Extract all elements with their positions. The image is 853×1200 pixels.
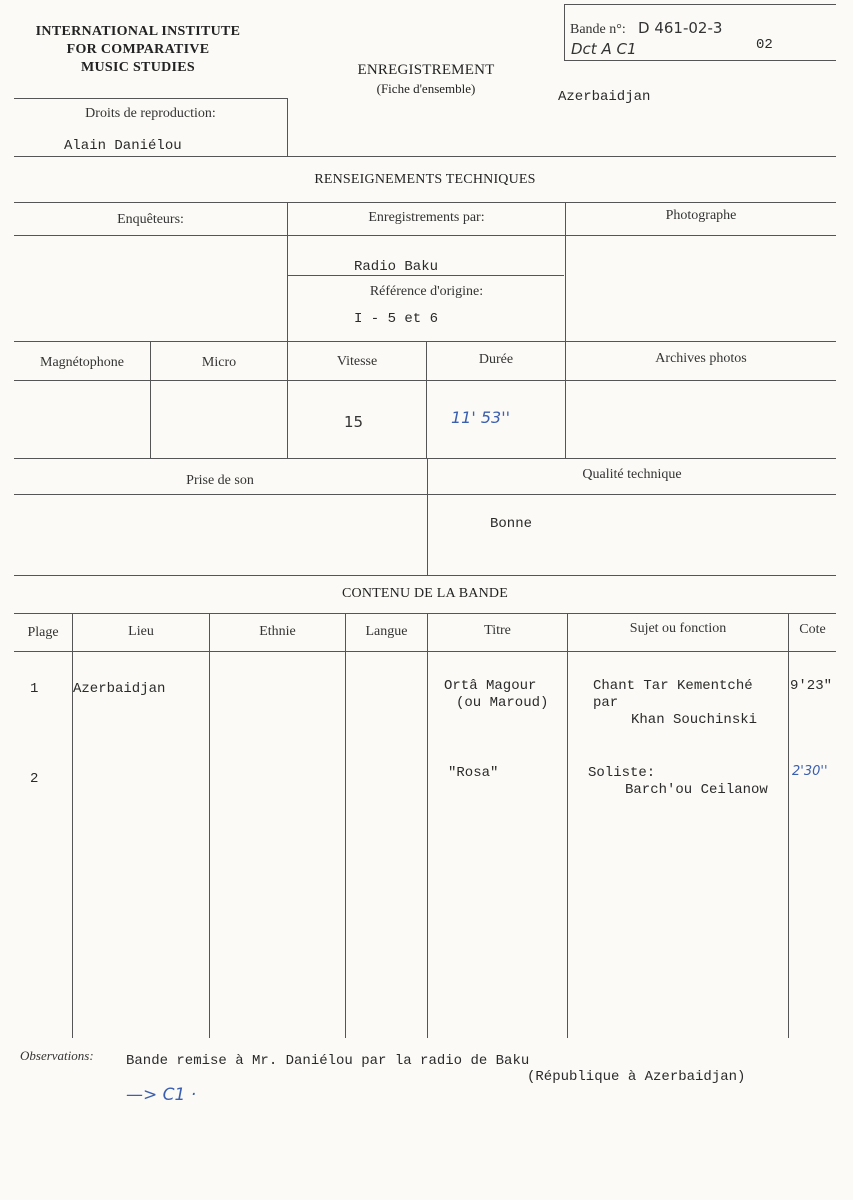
col-langue: Langue bbox=[365, 624, 408, 639]
enregistrements-value: Radio Baku bbox=[354, 259, 439, 275]
institute-line-2: FOR COMPARATIVE bbox=[66, 42, 210, 57]
bande-label: Bande n°: bbox=[570, 22, 626, 37]
rule-v-287a bbox=[287, 202, 288, 458]
row2-sujet-1: Soliste: bbox=[588, 765, 656, 781]
observations-line-2: (République à Azerbaidjan) bbox=[527, 1069, 746, 1085]
reference-label: Référence d'origine: bbox=[369, 284, 484, 299]
row1-sujet-3: Khan Souchinski bbox=[631, 712, 758, 728]
col-lieu: Lieu bbox=[128, 624, 154, 639]
observations-label: Observations: bbox=[20, 1048, 94, 1063]
rule-bande-bottom bbox=[564, 60, 836, 61]
form-subtitle: (Fiche d'ensemble) bbox=[376, 81, 476, 96]
rule-h-458 bbox=[14, 458, 836, 459]
rule-h-275 bbox=[288, 275, 564, 276]
rule-droits-right bbox=[287, 98, 288, 156]
enregistrements-label: Enregistrements par: bbox=[368, 210, 485, 225]
rule-v-567 bbox=[567, 613, 568, 1038]
vitesse-value: 15 bbox=[344, 413, 364, 431]
row2-titre-1: "Rosa" bbox=[448, 765, 499, 781]
rule-v-72 bbox=[72, 613, 73, 1038]
institute-line-1: INTERNATIONAL INSTITUTE bbox=[35, 24, 241, 39]
rule-droits-top bbox=[14, 98, 288, 99]
magnetophone-label: Magnétophone bbox=[40, 355, 124, 370]
rule-v-788 bbox=[788, 613, 789, 1038]
enqueteurs-label: Enquêteurs: bbox=[117, 212, 184, 227]
observations-handwritten: —> C1 · bbox=[126, 1085, 197, 1105]
duree-value: 11' 53'' bbox=[451, 408, 510, 427]
col-cote: Cote bbox=[799, 622, 826, 637]
qualite-label: Qualité technique bbox=[582, 467, 682, 482]
rule-h-651 bbox=[14, 651, 836, 652]
col-plage: Plage bbox=[27, 625, 59, 640]
rights-value: Alain Daniélou bbox=[64, 138, 182, 154]
row2-plage: 2 bbox=[30, 771, 39, 787]
col-ethnie: Ethnie bbox=[259, 624, 296, 639]
rule-v-565a bbox=[565, 202, 566, 458]
country-value: Azerbaidjan bbox=[558, 89, 651, 105]
rule-v-427c bbox=[427, 613, 428, 1038]
rights-label: Droits de reproduction: bbox=[85, 106, 216, 121]
row1-plage: 1 bbox=[30, 681, 39, 697]
bande-value: D 461-02-3 bbox=[638, 19, 723, 37]
rule-h-613 bbox=[14, 613, 836, 614]
row2-cote: 2'30'' bbox=[792, 764, 828, 779]
rule-h-156 bbox=[14, 156, 836, 157]
col-sujet: Sujet ou fonction bbox=[629, 621, 727, 636]
rule-bande-left bbox=[564, 4, 565, 60]
row1-titre-2: (ou Maroud) bbox=[456, 695, 549, 711]
bande-suffix: 02 bbox=[756, 37, 773, 53]
row1-cote: 9'23" bbox=[790, 678, 833, 694]
photographe-label: Photographe bbox=[665, 208, 737, 223]
row1-lieu: Azerbaidjan bbox=[73, 681, 166, 697]
institute-line-3: MUSIC STUDIES bbox=[81, 60, 195, 75]
observations-line-1: Bande remise à Mr. Daniélou par la radio de Baku bbox=[126, 1053, 530, 1069]
contents-section-title: CONTENU DE LA BANDE bbox=[342, 586, 508, 601]
row1-sujet-2: par bbox=[593, 695, 619, 711]
rule-h-235 bbox=[14, 235, 836, 236]
technical-section-title: RENSEIGNEMENTS TECHNIQUES bbox=[314, 172, 536, 187]
rule-h-575 bbox=[14, 575, 836, 576]
form-title: ENREGISTREMENT bbox=[357, 62, 495, 78]
rule-v-345 bbox=[345, 613, 346, 1038]
archives-label: Archives photos bbox=[655, 351, 747, 366]
duree-label: Durée bbox=[478, 352, 514, 367]
rule-h-380 bbox=[14, 380, 836, 381]
rule-h-341 bbox=[14, 341, 836, 342]
row1-titre-1: Ortâ Magour bbox=[444, 678, 537, 694]
vitesse-label: Vitesse bbox=[336, 354, 378, 369]
micro-label: Micro bbox=[201, 355, 237, 370]
rule-top-right bbox=[564, 4, 836, 5]
qualite-value: Bonne bbox=[490, 516, 533, 532]
reference-value: I - 5 et 6 bbox=[354, 311, 439, 327]
rule-h-202 bbox=[14, 202, 836, 203]
rule-h-494 bbox=[14, 494, 836, 495]
col-titre: Titre bbox=[484, 623, 511, 638]
row2-sujet-2: Barch'ou Ceilanow bbox=[625, 782, 768, 798]
row1-sujet-1: Chant Tar Kementché bbox=[593, 678, 753, 694]
prise-label: Prise de son bbox=[186, 473, 254, 488]
bande-note: Dct A C1 bbox=[571, 40, 637, 58]
rule-v-209 bbox=[209, 613, 210, 1038]
